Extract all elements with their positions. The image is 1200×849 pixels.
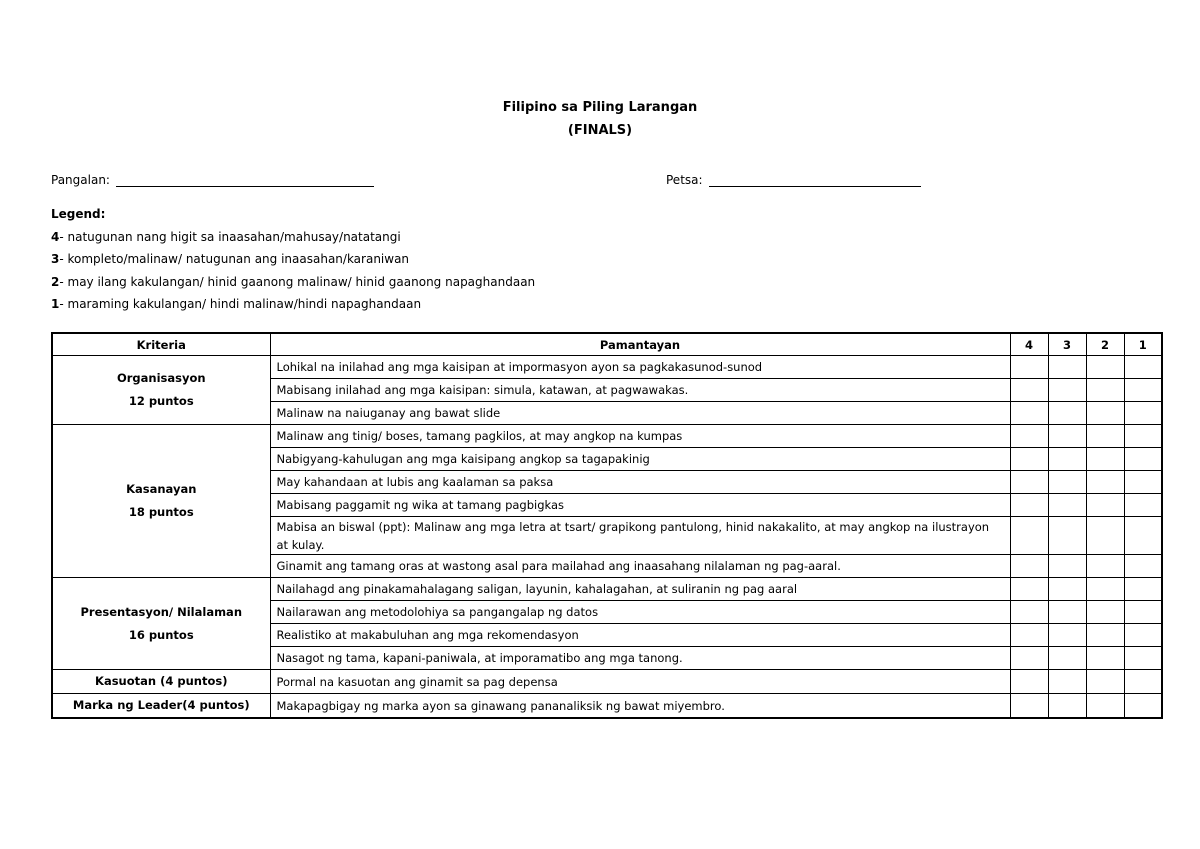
standard-cell: Malinaw ang tinig/ boses, tamang pagkilos, at may angkop na kumpas — [270, 425, 1010, 448]
legend-text: - kompleto/malinaw/ natugunan ang inaasahan/karaniwan — [59, 252, 410, 266]
standard-cell: Realistiko at makabuluhan ang mga rekomendasyon — [270, 624, 1010, 647]
criterion-name: Kasanayan — [126, 482, 197, 496]
score-cell-2[interactable] — [1086, 694, 1124, 719]
score-cell-3[interactable] — [1048, 555, 1086, 578]
score-cell-4[interactable] — [1010, 578, 1048, 601]
criterion-name: Organisasyon — [116, 371, 206, 385]
header-score-4: 4 — [1010, 333, 1048, 356]
legend-item — [51, 226, 535, 249]
score-cell-3[interactable] — [1048, 356, 1086, 379]
criterion-organisasyon — [52, 356, 270, 425]
standard-cell: Makapagbigay ng marka ayon sa ginawang pananaliksik ng bawat miyembro. — [270, 694, 1010, 719]
legend-text: - maraming kakulangan/ hindi malinaw/hindi napaghandaan — [59, 297, 422, 311]
rubric-table — [51, 332, 1163, 719]
score-cell-4[interactable] — [1010, 471, 1048, 494]
score-cell-2[interactable] — [1086, 471, 1124, 494]
standard-cell: May kahandaan at lubis ang kaalaman sa paksa — [270, 471, 1010, 494]
score-cell-2[interactable] — [1086, 494, 1124, 517]
score-cell-2[interactable] — [1086, 448, 1124, 471]
score-cell-4[interactable] — [1010, 356, 1048, 379]
score-cell-3[interactable] — [1048, 448, 1086, 471]
standard-cell: Nabigyang-kahulugan ang mga kaisipang angkop sa tagapakinig — [270, 448, 1010, 471]
criterion-kasuotan: Kasuotan (4 puntos) — [52, 670, 270, 694]
name-blank-line[interactable] — [116, 172, 374, 187]
standard-cell: Nailarawan ang metodolohiya sa pangangalap ng datos — [270, 601, 1010, 624]
score-cell-3[interactable] — [1048, 670, 1086, 694]
criterion-points: 18 puntos — [128, 505, 194, 519]
legend-item — [51, 271, 535, 294]
score-cell-4[interactable] — [1010, 402, 1048, 425]
header-score-2: 2 — [1086, 333, 1124, 356]
score-cell-1[interactable] — [1124, 471, 1162, 494]
standard-cell: Mabisang paggamit ng wika at tamang pagbigkas — [270, 494, 1010, 517]
score-cell-2[interactable] — [1086, 670, 1124, 694]
score-cell-3[interactable] — [1048, 694, 1086, 719]
date-blank-line[interactable] — [709, 172, 921, 187]
name-label: Pangalan: — [51, 173, 110, 187]
score-cell-1[interactable] — [1124, 601, 1162, 624]
criterion-name: Presentasyon/ Nilalaman — [80, 604, 243, 619]
score-cell-2[interactable] — [1086, 601, 1124, 624]
legend-score: 4 — [51, 229, 60, 244]
standard-cell: Mabisa an biswal (ppt): Malinaw ang mga letra at tsart/ grapikong pantulong, hinid nakakalito, at may angkop na ilustrayon at kulay. — [270, 517, 1010, 555]
standard-cell: Nailahagd ang pinakamahalagang saligan, layunin, kahalagahan, at suliranin ng pag aaral — [270, 578, 1010, 601]
legend-heading: Legend: — [51, 207, 106, 221]
score-cell-1[interactable] — [1124, 517, 1162, 555]
table-row — [52, 670, 1162, 694]
criterion-points: 12 puntos — [128, 394, 194, 408]
table-row — [52, 425, 1162, 448]
table-row — [52, 694, 1162, 719]
score-cell-2[interactable] — [1086, 578, 1124, 601]
header-score-3: 3 — [1048, 333, 1086, 356]
score-cell-2[interactable] — [1086, 402, 1124, 425]
name-field[interactable] — [51, 172, 374, 187]
table-row — [52, 356, 1162, 379]
score-cell-1[interactable] — [1124, 494, 1162, 517]
table-row — [52, 578, 1162, 601]
score-cell-1[interactable] — [1124, 694, 1162, 719]
score-cell-3[interactable] — [1048, 578, 1086, 601]
standard-cell: Mabisang inilahad ang mga kaisipan: simula, katawan, at pagwawakas. — [270, 379, 1010, 402]
score-cell-3[interactable] — [1048, 471, 1086, 494]
standard-cell: Pormal na kasuotan ang ginamit sa pag depensa — [270, 670, 1010, 694]
legend — [51, 203, 535, 316]
legend-score: 1 — [51, 297, 60, 311]
criterion-points: 16 puntos — [128, 627, 194, 642]
document-title: Filipino sa Piling Larangan — [502, 100, 698, 115]
score-cell-1[interactable] — [1124, 356, 1162, 379]
score-cell-2[interactable] — [1086, 379, 1124, 402]
score-cell-3[interactable] — [1048, 494, 1086, 517]
date-label: Petsa: — [666, 173, 703, 187]
date-field[interactable] — [666, 172, 921, 187]
score-cell-3[interactable] — [1048, 517, 1086, 555]
score-cell-1[interactable] — [1124, 578, 1162, 601]
score-cell-2[interactable] — [1086, 356, 1124, 379]
score-cell-3[interactable] — [1048, 425, 1086, 448]
score-cell-1[interactable] — [1124, 647, 1162, 670]
header-score-1: 1 — [1124, 333, 1162, 356]
score-cell-2[interactable] — [1086, 425, 1124, 448]
legend-score: 2 — [51, 274, 60, 289]
criterion-marka-ng-leader: Marka ng Leader(4 puntos) — [52, 694, 270, 719]
score-cell-1[interactable] — [1124, 555, 1162, 578]
score-cell-4[interactable] — [1010, 448, 1048, 471]
score-cell-3[interactable] — [1048, 601, 1086, 624]
header-pamantayan: Pamantayan — [270, 333, 1010, 356]
legend-text: - natugunan nang higit sa inaasahan/mahusay/natatangi — [59, 229, 401, 244]
standard-cell: Nasagot ng tama, kapani-paniwala, at imporamatibo ang mga tanong. — [270, 647, 1010, 670]
score-cell-1[interactable] — [1124, 670, 1162, 694]
standard-cell: Ginamit ang tamang oras at wastong asal para mailahad ang inaasahang nilalaman ng pag-aaral. — [270, 555, 1010, 578]
score-cell-4[interactable] — [1010, 494, 1048, 517]
score-cell-1[interactable] — [1124, 425, 1162, 448]
score-cell-4[interactable] — [1010, 624, 1048, 647]
score-cell-1[interactable] — [1124, 402, 1162, 425]
legend-score: 3 — [51, 252, 60, 266]
score-cell-4[interactable] — [1010, 517, 1048, 555]
score-cell-1[interactable] — [1124, 624, 1162, 647]
score-cell-3[interactable] — [1048, 402, 1086, 425]
score-cell-2[interactable] — [1086, 624, 1124, 647]
score-cell-3[interactable] — [1048, 379, 1086, 402]
score-cell-2[interactable] — [1086, 555, 1124, 578]
score-cell-3[interactable] — [1048, 647, 1086, 670]
score-cell-4[interactable] — [1010, 601, 1048, 624]
score-cell-1[interactable] — [1124, 379, 1162, 402]
score-cell-4[interactable] — [1010, 647, 1048, 670]
table-header-row — [52, 333, 1162, 356]
score-cell-1[interactable] — [1124, 448, 1162, 471]
score-cell-4[interactable] — [1010, 425, 1048, 448]
score-cell-2[interactable] — [1086, 517, 1124, 555]
score-cell-3[interactable] — [1048, 624, 1086, 647]
header-kriteria: Kriteria — [52, 333, 270, 356]
document-subtitle: (FINALS) — [567, 123, 633, 138]
score-cell-4[interactable] — [1010, 379, 1048, 402]
legend-item — [51, 248, 535, 271]
score-cell-4[interactable] — [1010, 670, 1048, 694]
criterion-kasanayan — [52, 425, 270, 578]
standard-cell: Lohikal na inilahad ang mga kaisipan at impormasyon ayon sa pagkakasunod-sunod — [270, 356, 1010, 379]
legend-text: - may ilang kakulangan/ hinid gaanong malinaw/ hinid gaanong napaghandaan — [59, 274, 536, 289]
score-cell-4[interactable] — [1010, 555, 1048, 578]
score-cell-4[interactable] — [1010, 694, 1048, 719]
standard-cell: Malinaw na naiuganay ang bawat slide — [270, 402, 1010, 425]
score-cell-2[interactable] — [1086, 647, 1124, 670]
legend-item — [51, 293, 535, 316]
criterion-presentasyon — [52, 578, 270, 670]
